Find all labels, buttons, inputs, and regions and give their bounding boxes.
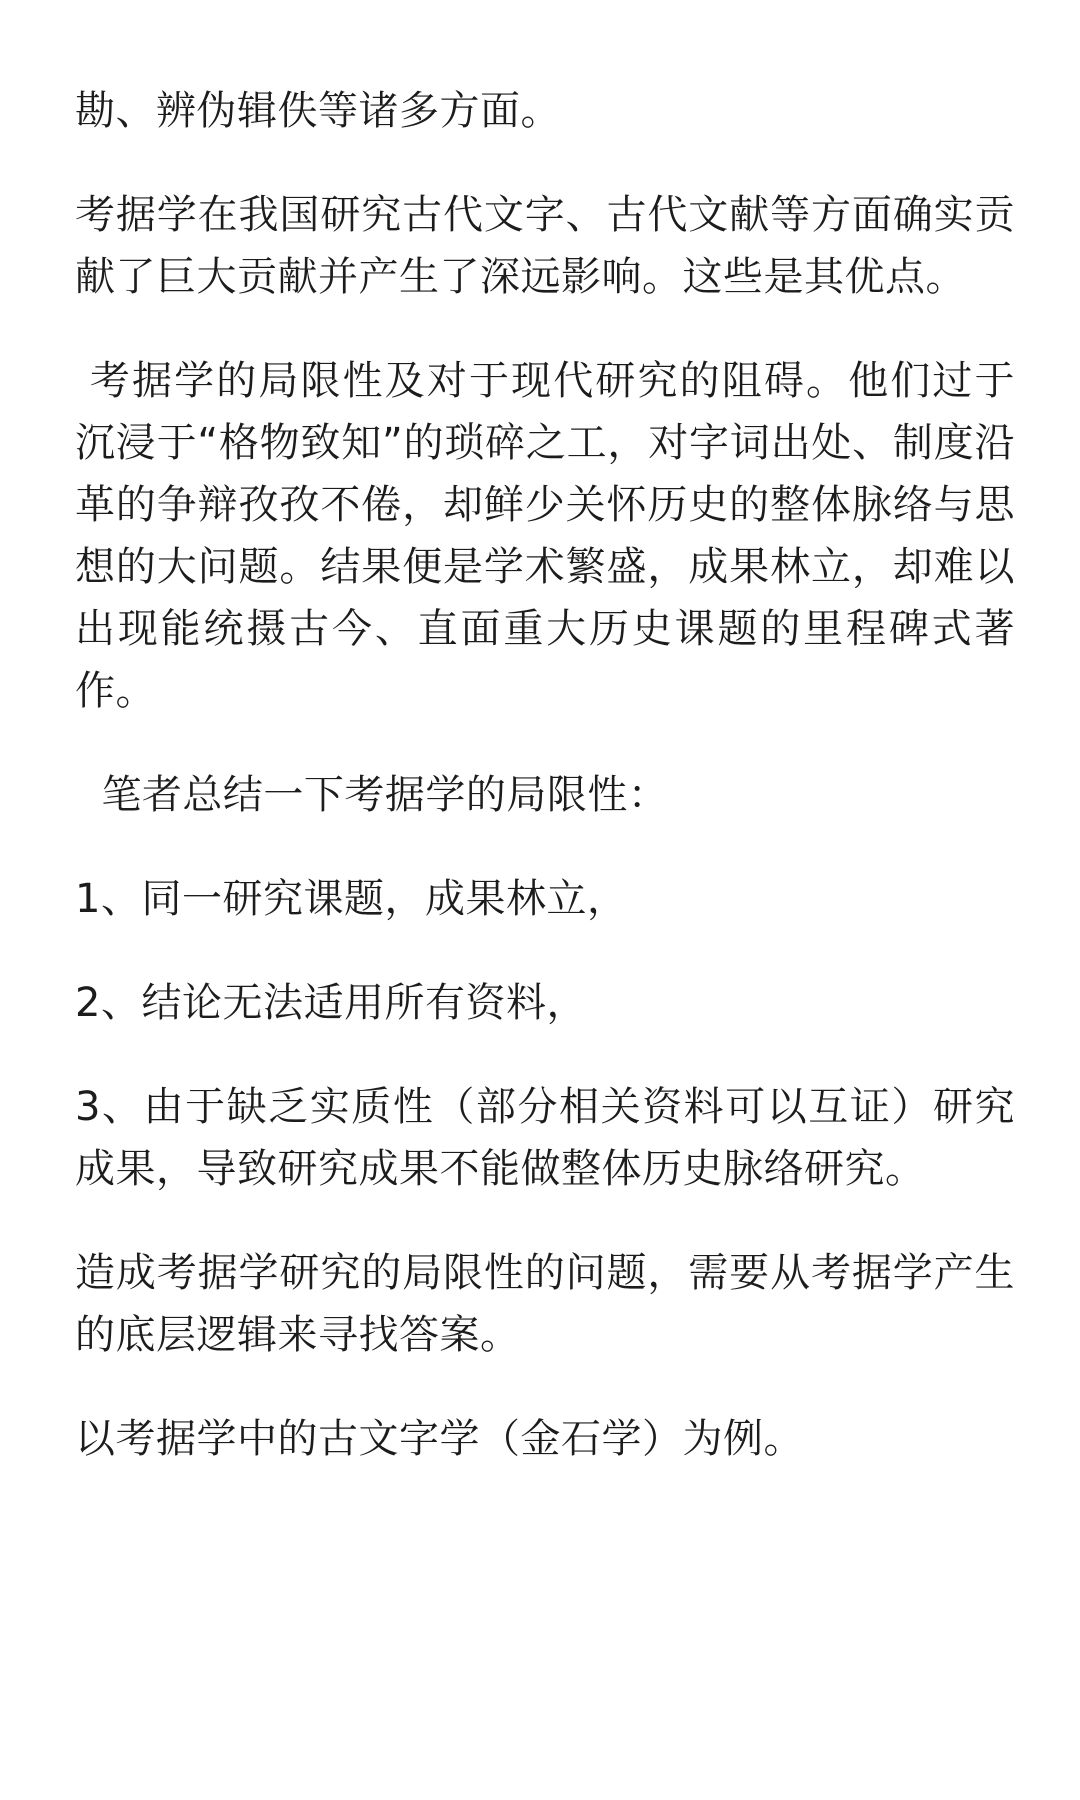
paragraph-cause: 造成考据学研究的局限性的问题，需要从考据学产生的底层逻辑来寻找答案。: [75, 1250, 1015, 1358]
paragraph-fragment: 勘、辨伪辑佚等诸多方面。: [75, 88, 561, 134]
article-body: [75, 80, 1015, 1512]
paragraph-limitations: 考据学的局限性及对于现代研究的阻碍。他们过于沉浸于“格物致知”的琐碎之工，对字词出处、制度沿革的争辩孜孜不倦，却鲜少关怀历史的整体脉络与思想的大问题。结果便是学术繁盛，成果林立，却难以出现能统摄古今、直面重大历史课题的里程碑式著作。: [75, 358, 1015, 714]
list-item-1: 1、同一研究课题，成果林立，: [75, 876, 628, 922]
paragraph-example: 以考据学中的古文字学（金石学）为例。: [75, 1416, 804, 1462]
paragraph-summary-intro: 笔者总结一下考据学的局限性：: [75, 772, 669, 818]
list-item-2: 2、结论无法适用所有资料，: [75, 980, 587, 1026]
paragraph-merits: 考据学在我国研究古代文字、古代文献等方面确实贡献了巨大贡献并产生了深远影响。这些是其优点。: [75, 192, 1015, 300]
list-item-3: 3、由于缺乏实质性（部分相关资料可以互证）研究成果，导致研究成果不能做整体历史脉络研究。: [75, 1084, 1015, 1192]
